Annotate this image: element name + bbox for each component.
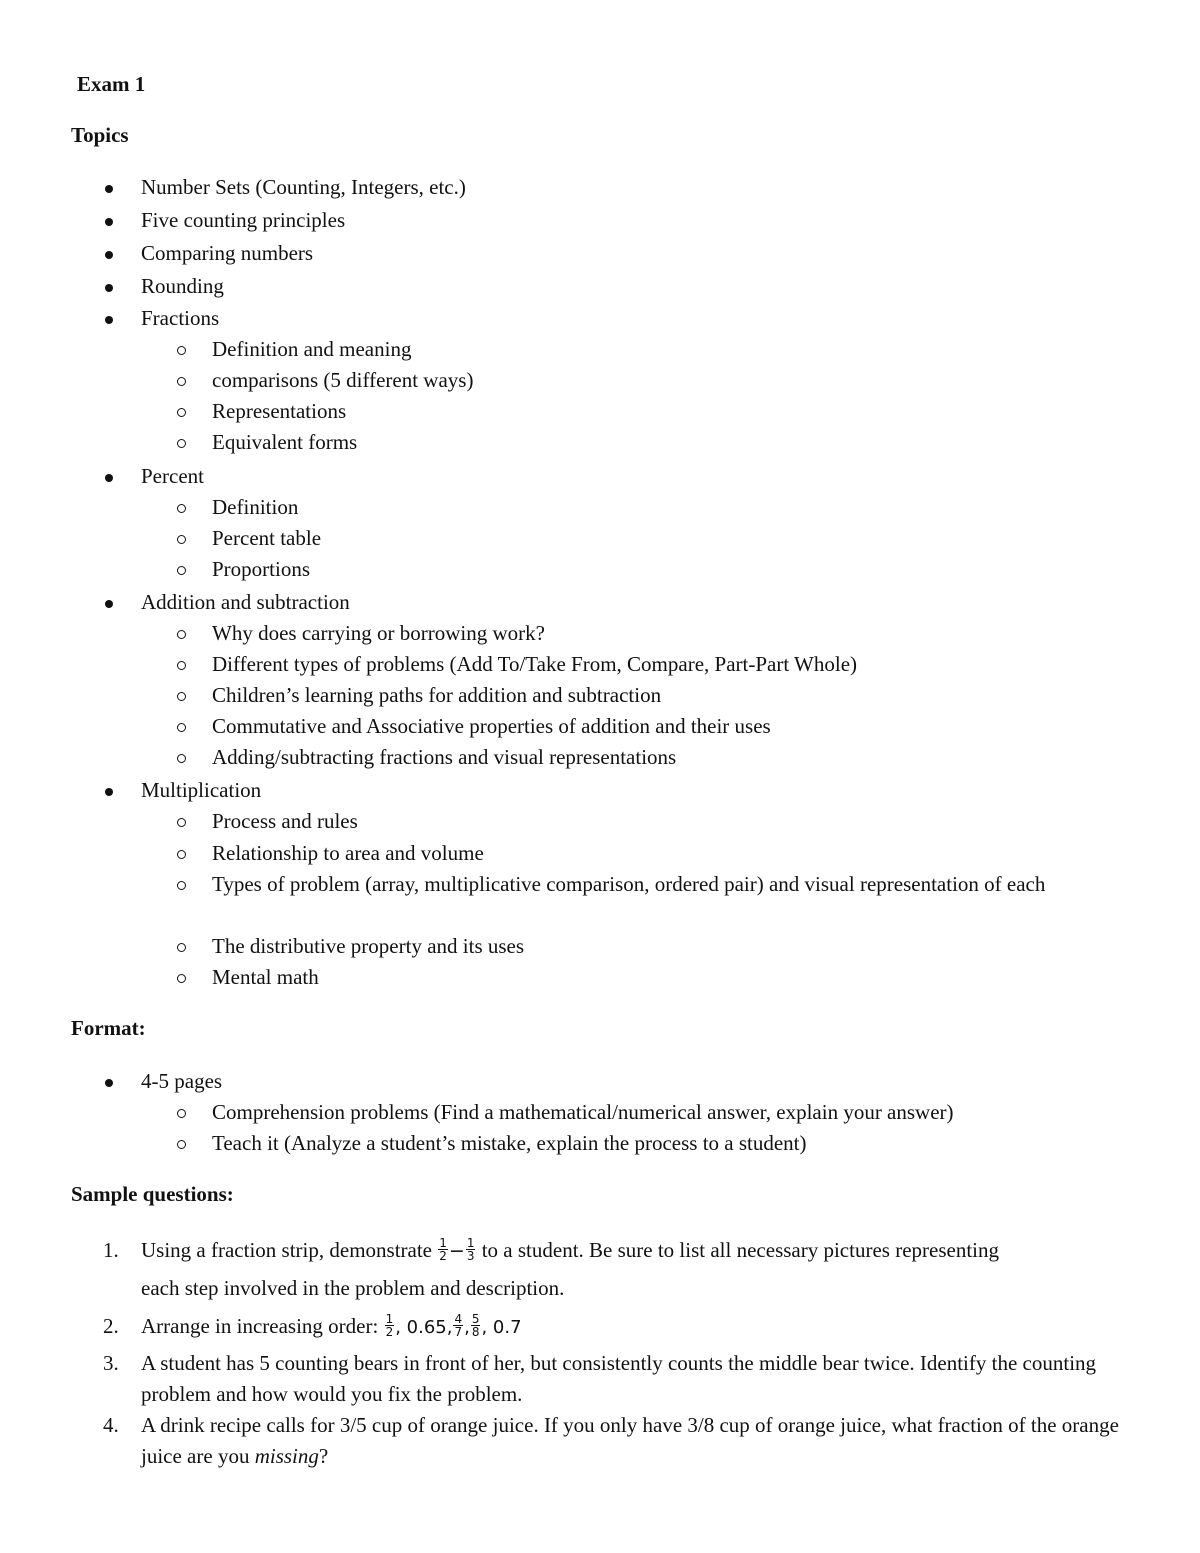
list-item: Number Sets (Counting, Integers, etc.) [141,172,466,203]
circle-bullet-icon [177,661,186,670]
sub-list-item: Definition [212,492,298,523]
circle-bullet-icon [177,818,186,827]
bullet-icon [105,251,113,259]
fraction: $\frac{5}{8}$ [471,1311,480,1339]
sub-list-item: Teach it (Analyze a student’s mistake, explain the process to a student) [212,1128,807,1159]
list-item: Comparing numbers [141,238,313,269]
sub-list-item: Why does carrying or borrowing work? [212,618,545,649]
circle-bullet-icon [177,754,186,763]
sub-list-item: Proportions [212,554,310,585]
sub-list-item: Adding/subtracting fractions and visual representations [212,742,676,773]
bullet-icon [105,474,113,482]
list-item: Five counting principles [141,205,345,236]
bullet-icon [105,600,113,608]
question-item: 4. A drink recipe calls for 3/5 cup of orange juice. If you only have 3/8 cup of orange juice, what fraction of the orange juice are you missing? [103,1413,1119,1468]
sub-list-item: Process and rules [212,806,358,837]
bullet-icon [105,284,113,292]
circle-bullet-icon [177,630,186,639]
sub-list-item: Percent table [212,523,321,554]
circle-bullet-icon [177,408,186,417]
list-item: Addition and subtraction [141,587,350,618]
list-item: Fractions [141,303,219,334]
list-item: Multiplication [141,775,261,806]
fraction: $\frac{4}{7}$ [454,1311,463,1339]
circle-bullet-icon [177,439,186,448]
question-continuation: each step involved in the problem and description. [141,1276,565,1300]
sub-list-item: comparisons (5 different ways) [212,365,473,396]
sub-list-item: Relationship to area and volume [212,838,484,869]
topics-heading: Topics [71,123,129,147]
circle-bullet-icon [177,723,186,732]
circle-bullet-icon [177,504,186,513]
bullet-icon [105,185,113,193]
circle-bullet-icon [177,850,186,859]
sub-list-item: The distributive property and its uses [212,931,524,962]
circle-bullet-icon [177,974,186,983]
sub-list-item: Commutative and Associative properties of addition and their uses [212,711,771,742]
circle-bullet-icon [177,1109,186,1118]
circle-bullet-icon [177,346,186,355]
bullet-icon [105,316,113,324]
bullet-icon [105,788,113,796]
circle-bullet-icon [177,566,186,575]
sub-list-item: Equivalent forms [212,427,357,458]
sub-list-item: Comprehension problems (Find a mathematical/numerical answer, explain your answer) [212,1097,954,1128]
sub-list-item: Different types of problems (Add To/Take From, Compare, Part-Part Whole) [212,649,857,680]
fraction: $\frac{1}{2}$ [385,1311,394,1339]
list-item: 4-5 pages [141,1066,222,1097]
list-item: Percent [141,461,204,492]
circle-bullet-icon [177,881,186,890]
question-item: 3. A student has 5 counting bears in front of her, but consistently counts the middle bear twice. Identify the counting problem and how would you fix the problem. [103,1351,1097,1406]
circle-bullet-icon [177,943,186,952]
format-heading: Format: [71,1016,146,1040]
fraction: $\frac{1}{3}$ [466,1235,475,1263]
circle-bullet-icon [177,1140,186,1149]
sub-list-item: Representations [212,396,346,427]
bullet-icon [105,1079,113,1087]
circle-bullet-icon [177,377,186,386]
sub-list-item: Types of problem (array, multiplicative comparison, ordered pair) and visual representation of each [212,869,1132,900]
sub-list-item: Definition and meaning [212,334,411,365]
circle-bullet-icon [177,692,186,701]
sample-questions-heading: Sample questions: [71,1182,234,1206]
question-item: 1. Using a fraction strip, demonstrate $\frac{1}{2}$ − $\frac{1}{3}$ to a student. Be sure to list all necessary pictures representing [103,1235,999,1263]
sub-list-item: Children’s learning paths for addition and subtraction [212,680,661,711]
question-item: 2. Arrange in increasing order: $\frac{1}{2}$ , 0.65, $\frac{4}{7}$ , $\frac{5}{8}$ , 0.7 [103,1311,522,1339]
circle-bullet-icon [177,535,186,544]
document-title: Exam 1 [77,72,146,96]
fraction: $\frac{1}{2}$ [439,1235,447,1263]
list-item: Rounding [141,271,224,302]
bullet-icon [105,218,113,226]
sub-list-item: Mental math [212,962,319,993]
